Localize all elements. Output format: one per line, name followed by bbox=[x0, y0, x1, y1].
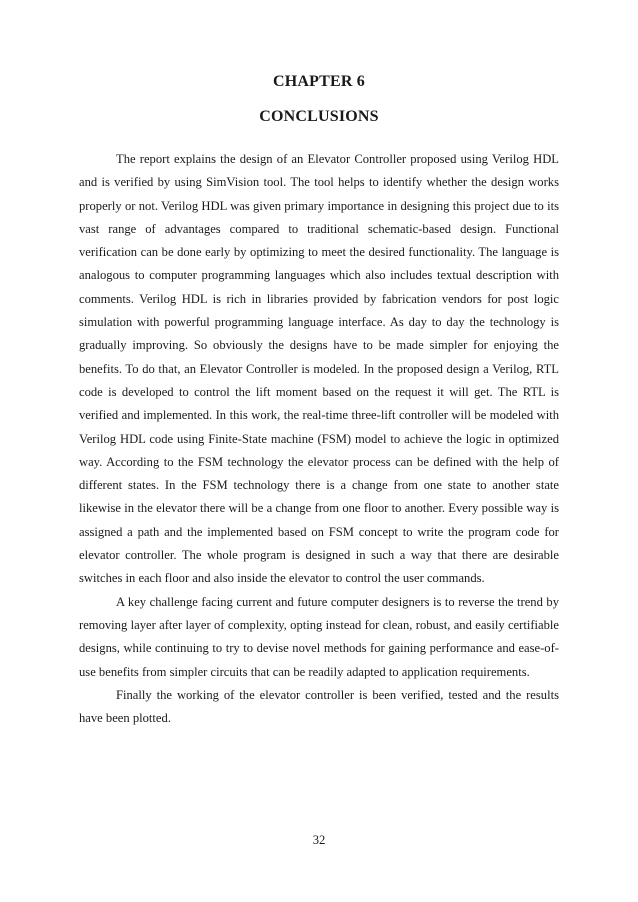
paragraph-3: Finally the working of the elevator controller is been verified, tested and the results have been plotted. bbox=[79, 687, 559, 726]
chapter-label: CHAPTER 6 bbox=[272, 73, 366, 90]
body-text bbox=[79, 148, 559, 730]
paragraph-1: The report explains the design of an Elevator Controller proposed using Verilog HDL and is verified by using SimVision tool. The tool helps to identify whether the design works properly or not. Verilog HDL was given primary importance in designing this project due to its vast range of advantages compared to traditional schematic-based design. Functional verification can be done early by optimizing to meet the desired functionality. The language is analogous to computer programming languages which also includes textual description with comments. Verilog HDL is rich in libraries provided by fabrication vendors for post logic simulation with powerful programming language interface. As day to day the technology is gradually improving. So obviously the designs have to be made simpler for enjoying the benefits. To do that, an Elevator Controller is modeled. In the proposed design a Verilog, RTL code is developed to control the lift moment based on the request it will get. The RTL is verified and implemented. In this work, the real-time three-lift controller will be modeled with Verilog HDL code using Finite-State machine (FSM) model to achieve the logic in optimized way. According to the FSM technology the elevator process can be defined with the help of different states. In the FSM technology there is a change from one state to another state likewise in the elevator there will be a change from one floor to another. Every possible way is assigned a path and the implemented based on FSM concept to write the program code for elevator controller. The whole program is designed in such a way that there are desirable switches in each floor and also inside the elevator to control the user commands. bbox=[79, 152, 559, 586]
chapter-title: CONCLUSIONS bbox=[259, 108, 379, 125]
page-number: 32 bbox=[312, 833, 326, 847]
paragraph-2: A key challenge facing current and future computer designers is to reverse the trend by removing layer after layer of complexity, opting instead for clean, robust, and easily certifiable designs, while continuing to try to devise novel methods for gaining performance and ease-of-use benefits from simpler circuits that can be readily adapted to application requirements. bbox=[79, 594, 559, 679]
